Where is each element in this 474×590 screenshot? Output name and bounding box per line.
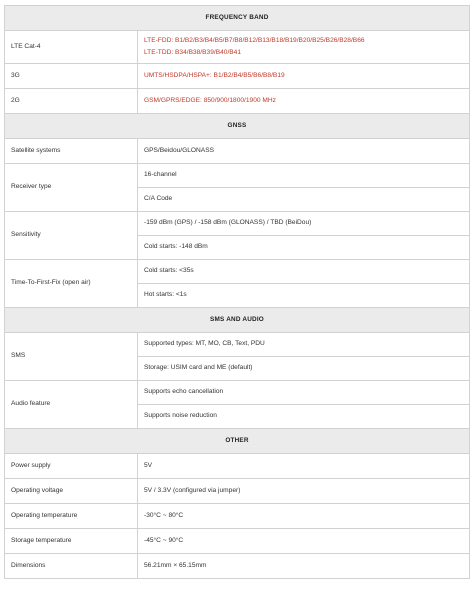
table-row — [5, 164, 470, 188]
row-label: Satellite systems — [5, 139, 138, 164]
section-header-frequency-band — [5, 6, 470, 31]
row-value: -159 dBm (GPS) / -158 dBm (GLONASS) / TBD (BeiDou) — [138, 212, 470, 236]
row-value — [138, 31, 470, 64]
row-label: 3G — [5, 64, 138, 89]
row-label: SMS — [5, 333, 138, 381]
section-header-gnss — [5, 114, 470, 139]
section-title: FREQUENCY BAND — [5, 6, 470, 31]
table-row — [5, 529, 470, 554]
row-value: Cold starts: -148 dBm — [138, 236, 470, 260]
table-row — [5, 31, 470, 64]
row-value: GSM/GPRS/EDGE: 850/900/1800/1900 MHz — [138, 89, 470, 114]
row-value: 5V / 3.3V (configured via jumper) — [138, 479, 470, 504]
row-label: LTE Cat-4 — [5, 31, 138, 64]
table-row — [5, 89, 470, 114]
row-label: Operating voltage — [5, 479, 138, 504]
section-header-sms-audio — [5, 308, 470, 333]
table-row — [5, 454, 470, 479]
section-header-other — [5, 429, 470, 454]
table-row — [5, 64, 470, 89]
row-value: C/A Code — [138, 188, 470, 212]
row-label: Dimensions — [5, 554, 138, 579]
row-label: Storage temperature — [5, 529, 138, 554]
lte-fdd-value: LTE-FDD: B1/B2/B3/B4/B5/B7/B8/B12/B13/B18/B19/B20/B25/B26/B28/B66 — [144, 37, 365, 44]
spec-table — [4, 5, 470, 579]
table-row — [5, 504, 470, 529]
lte-tdd-value: LTE-TDD: B34/B38/B39/B40/B41 — [144, 49, 242, 56]
row-label: Power supply — [5, 454, 138, 479]
table-row — [5, 479, 470, 504]
table-row — [5, 381, 470, 405]
row-label: Sensitivity — [5, 212, 138, 260]
row-value: 5V — [138, 454, 470, 479]
section-title: SMS AND AUDIO — [5, 308, 470, 333]
row-label: Operating temperature — [5, 504, 138, 529]
row-value: Supports noise reduction — [138, 405, 470, 429]
table-row — [5, 212, 470, 236]
row-value: UMTS/HSDPA/HSPA+: B1/B2/B4/B5/B6/B8/B19 — [138, 64, 470, 89]
section-title: OTHER — [5, 429, 470, 454]
row-value: GPS/Beidou/GLONASS — [138, 139, 470, 164]
row-value: Hot starts: <1s — [138, 284, 470, 308]
row-value: -45°C ~ 90°C — [138, 529, 470, 554]
row-label: 2G — [5, 89, 138, 114]
row-value: -30°C ~ 80°C — [138, 504, 470, 529]
row-value: Supports echo cancellation — [138, 381, 470, 405]
row-label: Receiver type — [5, 164, 138, 212]
section-title: GNSS — [5, 114, 470, 139]
row-label: Time-To-First-Fix (open air) — [5, 260, 138, 308]
row-value: Cold starts: <35s — [138, 260, 470, 284]
table-row — [5, 333, 470, 357]
row-value: 16-channel — [138, 164, 470, 188]
table-row — [5, 554, 470, 579]
row-value: Storage: USIM card and ME (default) — [138, 357, 470, 381]
table-row — [5, 139, 470, 164]
row-label: Audio feature — [5, 381, 138, 429]
row-value: Supported types: MT, MO, CB, Text, PDU — [138, 333, 470, 357]
row-value: 56.21mm × 65.15mm — [138, 554, 470, 579]
table-row — [5, 260, 470, 284]
